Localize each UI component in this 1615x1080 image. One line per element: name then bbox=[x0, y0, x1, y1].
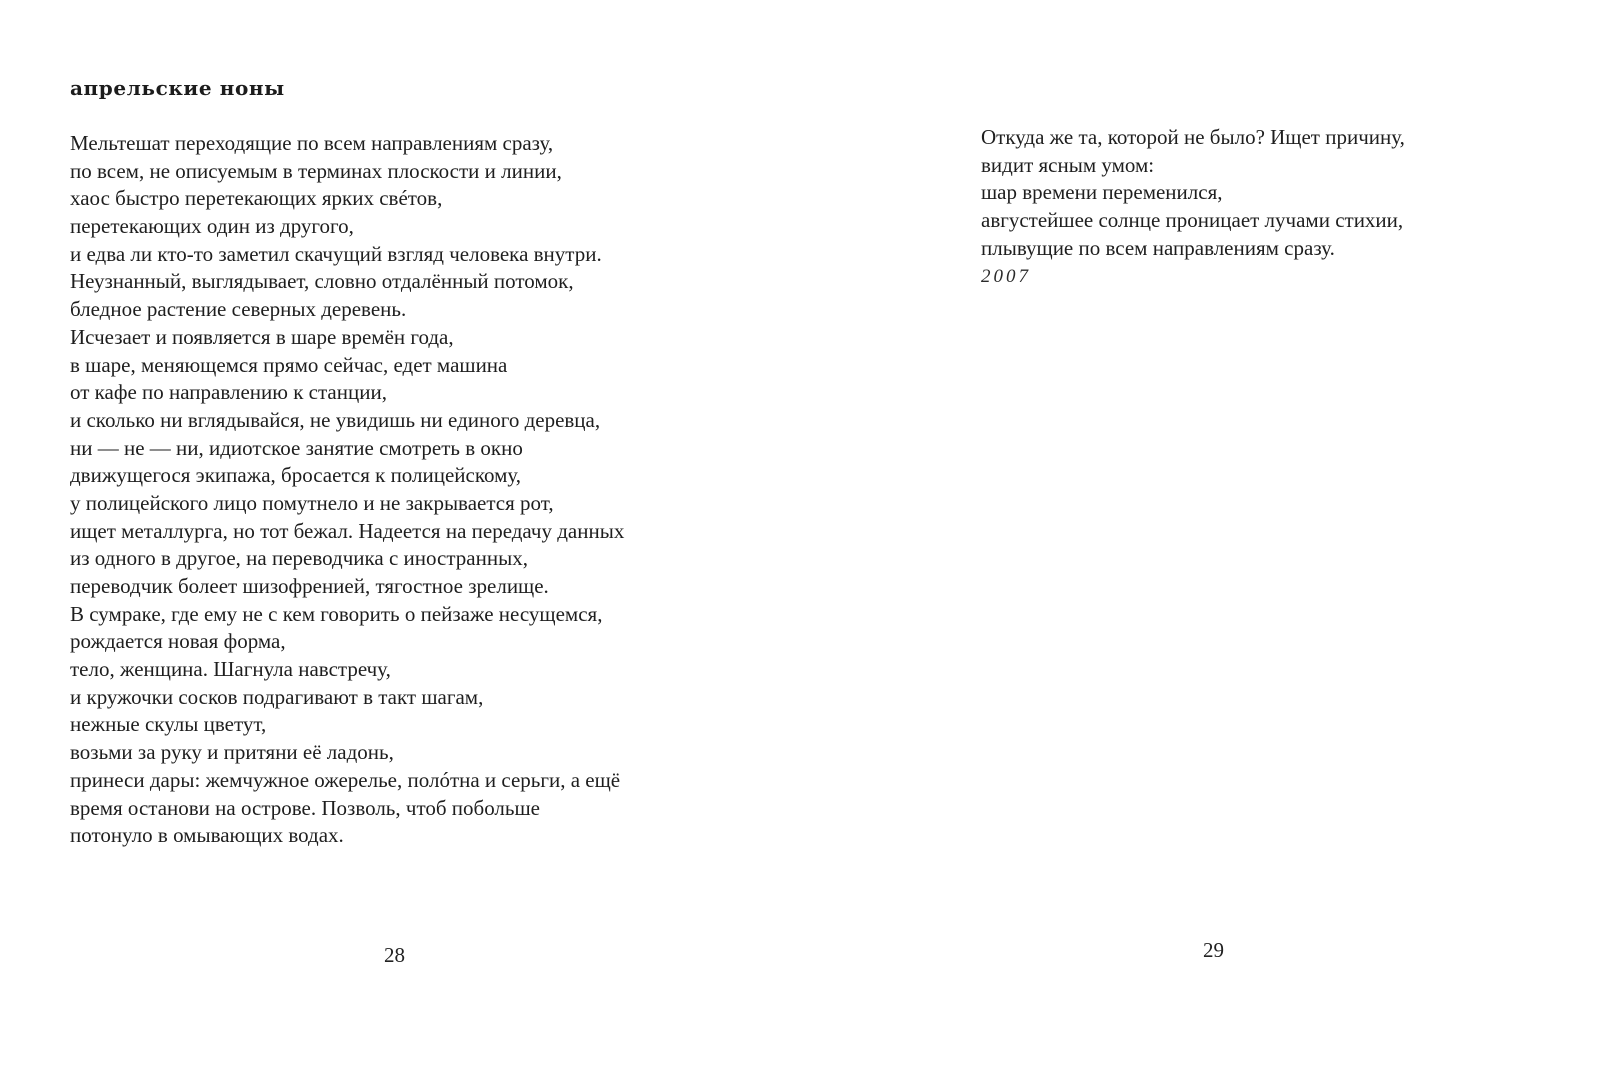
verse-line: плывущие по всем направлениям сразу. bbox=[981, 235, 1335, 260]
verse-line: потонуло в омывающих водах. bbox=[70, 823, 344, 848]
verse-line: в шаре, меняющемся прямо сейчас, едет машина bbox=[70, 352, 508, 377]
right-page bbox=[807, 0, 1615, 1080]
verse-line: Мельтешат переходящие по всем направлениям сразу, bbox=[70, 131, 554, 155]
verse-line: движущегося экипажа, бросается к полицейскому, bbox=[70, 463, 522, 488]
poem-year: 2007 bbox=[981, 266, 1031, 287]
verse-line: Неузнанный, выглядывает, словно отдалённый потомок, bbox=[70, 269, 574, 294]
left-page bbox=[0, 0, 807, 1080]
verse-line: перетекающих один из другого, bbox=[70, 214, 354, 239]
verse-line: августейшее солнце проницает лучами стихии, bbox=[981, 208, 1404, 233]
verse-line: принеси дары: жемчужное ожерелье, полóтна и серьги, а ещё bbox=[70, 767, 621, 792]
verse-line: время останови на острове. Позволь, чтоб побольше bbox=[70, 795, 540, 820]
poem-title: апрельские ноны bbox=[70, 76, 285, 100]
verse-line: и сколько ни вглядывайся, не увидишь ни единого деревца, bbox=[70, 407, 601, 432]
poem-verse-left bbox=[70, 130, 624, 850]
verse-line: у полицейского лицо помутнело и не закрывается рот, bbox=[70, 490, 554, 515]
verse-line: рождается новая форма, bbox=[70, 629, 286, 654]
page-number: 28 bbox=[384, 943, 405, 967]
verse-line: и едва ли кто-то заметил скачущий взгляд человека внутри. bbox=[70, 241, 602, 266]
verse-line: ищет металлурга, но тот бежал. Надеется на передачу данных bbox=[70, 518, 625, 543]
verse-line: из одного в другое, на переводчика с иностранных, bbox=[70, 546, 528, 571]
verse-line: и кружочки сосков подрагивают в такт шагам, bbox=[70, 684, 484, 709]
verse-line: переводчик болеет шизофренией, тягостное зрелище. bbox=[70, 574, 549, 598]
verse-line: хаос быстро перетекающих ярких свéтов, bbox=[70, 186, 443, 211]
verse-line: Откуда же та, которой не было? Ищет причину, bbox=[981, 125, 1405, 149]
verse-line: видит ясным умом: bbox=[981, 152, 1155, 177]
poem-verse-right bbox=[981, 124, 1405, 262]
verse-line: ни — не — ни, идиотское занятие смотреть в окно bbox=[70, 435, 523, 460]
verse-line: Исчезает и появляется в шаре времён года, bbox=[70, 324, 454, 349]
verse-line: по всем, не описуемым в терминах плоскости и линии, bbox=[70, 158, 562, 183]
verse-line: от кафе по направлению к станции, bbox=[70, 380, 387, 405]
verse-line: шар времени переменился, bbox=[981, 180, 1223, 205]
verse-line: нежные скулы цветут, bbox=[70, 712, 267, 737]
verse-line: бледное растение северных деревень. bbox=[70, 297, 407, 322]
page-number: 29 bbox=[1203, 938, 1224, 962]
verse-line: возьми за руку и притяни её ладонь, bbox=[70, 740, 394, 765]
verse-line: тело, женщина. Шагнула навстречу, bbox=[70, 657, 391, 682]
verse-line: В сумраке, где ему не с кем говорить о пейзаже несущемся, bbox=[70, 601, 603, 626]
